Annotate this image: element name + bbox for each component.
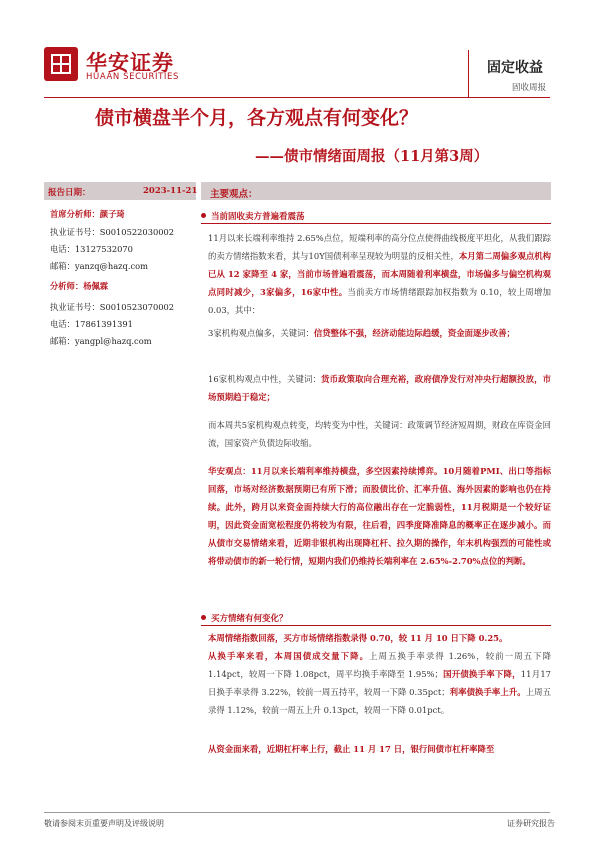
report-date-value: 2023-11-21 <box>143 186 198 196</box>
paragraph-leverage: 从资金面来看，近期杠杆率上行，截止 11 月 17 日，银行间债市杠杆率降至 <box>208 744 495 754</box>
footer-label: 证券研究报告 <box>507 819 555 828</box>
report-type: 固收周报 <box>512 83 547 93</box>
bullet-icon <box>201 213 206 218</box>
page-title: 债市横盘半个月，各方观点有何变化？ <box>95 107 419 129</box>
paragraph-bullish: 3家机构观点偏多，关键词：信贷整体不强，经济动能边际趋缓，资金面逐步改善； <box>208 328 515 338</box>
subheading-buyer: 买方情绪有何变化？ <box>201 612 288 624</box>
brand-name-en: HUAAN SECURITIES <box>86 72 179 82</box>
brand-logo <box>44 47 78 81</box>
footer-disclaimer: 敬请参阅末页重要声明及评级说明 <box>44 819 164 828</box>
header-divider <box>468 50 469 98</box>
paragraph-huaan-view: 华安观点：11月以来长端利率维持横盘，多空因素持续博弈。10月随着PMI、出口等指标回落，市场对经济数据预期已有所下滑；而股债比价、汇率升值、海外因素的影响也仍在持续。此外，跨月以来资金面持续大行的高位融出存在一定脆弱性，11月税期是一个较好证明，因此资金面宽松程度仍将较为有限，往后看，四季度降准降息的概率正在逐步减小。而从债市交易情绪来看，近期非银机构出现降杠杆、拉久期的操作，年末机构强烈的可能性或将带动债市的新一轮行情，短期内我们仍维持长端利率在 2.65%-2.70%点位的判断。 <box>208 466 552 566</box>
report-category: 固定收益 <box>487 60 543 76</box>
paragraph-neutral: 16家机构观点中性，关键词：货币政策取向合理充裕，政府债净发行对冲央行超额投放，市场预期趋于稳定； <box>208 374 551 402</box>
paragraph-turnover: 从换手率来看，本周国债成交量下降。上周五换手率录得 1.26%，较前一周五下降 1.14pct，较周一下降 1.08pct，周平均换手率降至 1.95%；国开债换手率下降，11月17日换手率录得 3.22%，较前一周五持平，较周一下降 0.35pct；利率债换手率上升。上周五录得 1.12%，较前一周五上升 0.13pct，较周一下降 0.01pct。 <box>208 651 551 715</box>
page-subtitle: ——债市情绪面周报（11月第3周） <box>255 148 489 165</box>
analyst1-name: 首席分析师：颜子琦 <box>50 209 125 219</box>
paragraph-seller-overview: 11月以来长端利率维持 2.65%点位，短端利率的高分位点使得曲线极度平坦化，从我们跟踪的卖方情绪指数来看，其与10Y国债利率呈现较为明显的反相关性，本月第二周偏多观点机构已从 12 家降至 4 家，当前市场普遍看震荡，而本周随着利率横盘，市场偏多与偏空机构观点同时减少，3家偏多，16家中性。当前卖方市场情绪跟踪加权指数为 0.10，较上周增加 0.03，其中： <box>208 233 552 315</box>
footer-rule <box>44 812 550 813</box>
report-date-label: 报告日期： <box>48 188 91 198</box>
analyst2-cert: 执业证书号：S0010523070002 <box>50 302 175 312</box>
subheading-rule <box>201 223 551 224</box>
paragraph-changes: 而本周共5家机构观点转变，均转变为中性，关键词：政策调节经济短周期，财政在库资金回流，国家资产负债边际收缩。 <box>208 420 551 448</box>
subheading-seller: 当前固收卖方普遍看震荡 <box>201 210 305 222</box>
analyst1-phone: 电话：13127532070 <box>50 244 133 254</box>
analyst2-email[interactable]: 邮箱：yangpl@hazq.com <box>50 336 152 346</box>
header-rule <box>44 97 550 98</box>
analyst2-phone: 电话：17861391391 <box>50 319 133 329</box>
analyst2-name: 分析师：杨佩霖 <box>50 281 109 291</box>
analyst1-email[interactable]: 邮箱：yanzq@hazq.com <box>50 261 148 271</box>
section-title: 主要观点： <box>210 189 258 200</box>
analyst1-cert: 执业证书号：S0010522030002 <box>50 227 175 237</box>
paragraph-buyer-index: 本周情绪指数回落，买方市场情绪指数录得 0.70，较 11 月 10 日下降 0.25。 <box>208 633 508 643</box>
subheading-rule <box>201 625 551 626</box>
brand-name-cn: 华安证券 <box>86 51 174 75</box>
bullet-icon <box>201 615 206 620</box>
